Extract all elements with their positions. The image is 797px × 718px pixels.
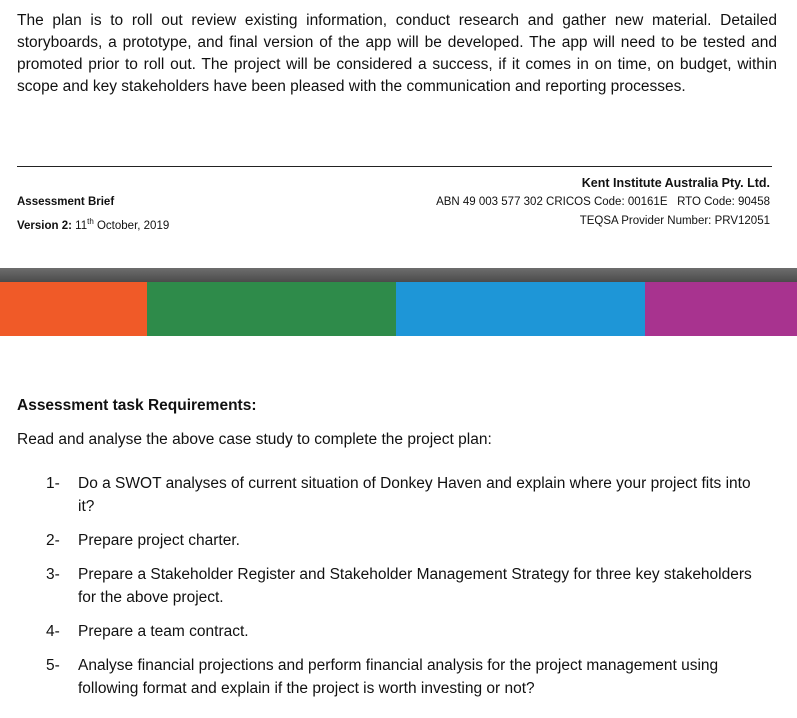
version-line [17,212,169,236]
green-band [147,282,396,336]
org-name: Kent Institute Australia Pty. Ltd. [581,176,770,190]
version-label: Version 2: [17,219,72,232]
footer-right-block [436,174,770,231]
header-gray-bar [0,268,797,282]
requirements-list [46,472,766,711]
footer-divider [17,166,772,167]
item-text: Prepare a Stakeholder Register and Stakeholder Management Strategy for three key stakeholders for the above project. [78,566,752,606]
item-text: Analyse financial projections and perform financial analysis for the project management using following format and explain if the project is worth investing or not? [78,657,719,697]
section-title: Assessment task Requirements: [17,397,257,414]
version-day-suffix: th [87,217,94,226]
magenta-band [645,282,797,336]
version-day: 11 [75,219,88,232]
instruction-text: Read and analyse the above case study to complete the project plan: [17,431,492,448]
item-text: Do a SWOT analyses of current situation of Donkey Haven and explain where your project fits into it? [78,475,751,515]
teqsa-number: TEQSA Provider Number: PRV12051 [579,215,770,227]
footer-left-block [17,193,169,236]
item-number: 2- [46,532,60,549]
list-item [46,620,766,643]
item-text: Prepare a team contract. [78,623,249,640]
list-item [46,529,766,552]
list-item [46,654,766,700]
list-item [46,563,766,609]
item-number: 4- [46,623,60,640]
case-study-paragraph: The plan is to roll out review existing information, conduct research and gather new material. Detailed storyboards, a prototype, and final version of the app will be developed. The app will need to be tested and promoted prior to roll out. The project will be considered a success, if it comes in on time, on budget, within scope and key stakeholders have been pleased with the communication and reporting processes. [17,12,777,95]
blue-band [396,282,645,336]
item-number: 3- [46,566,60,583]
assessment-brief-label: Assessment Brief [17,196,115,208]
item-number: 1- [46,475,60,492]
orange-band [0,282,147,336]
list-item [46,472,766,518]
org-codes: ABN 49 003 577 302 CRICOS Code: 00161E RTO Code: 90458 [436,196,770,208]
item-number: 5- [46,657,60,674]
version-date-rest: October, 2019 [93,219,170,232]
item-text: Prepare project charter. [78,532,240,549]
